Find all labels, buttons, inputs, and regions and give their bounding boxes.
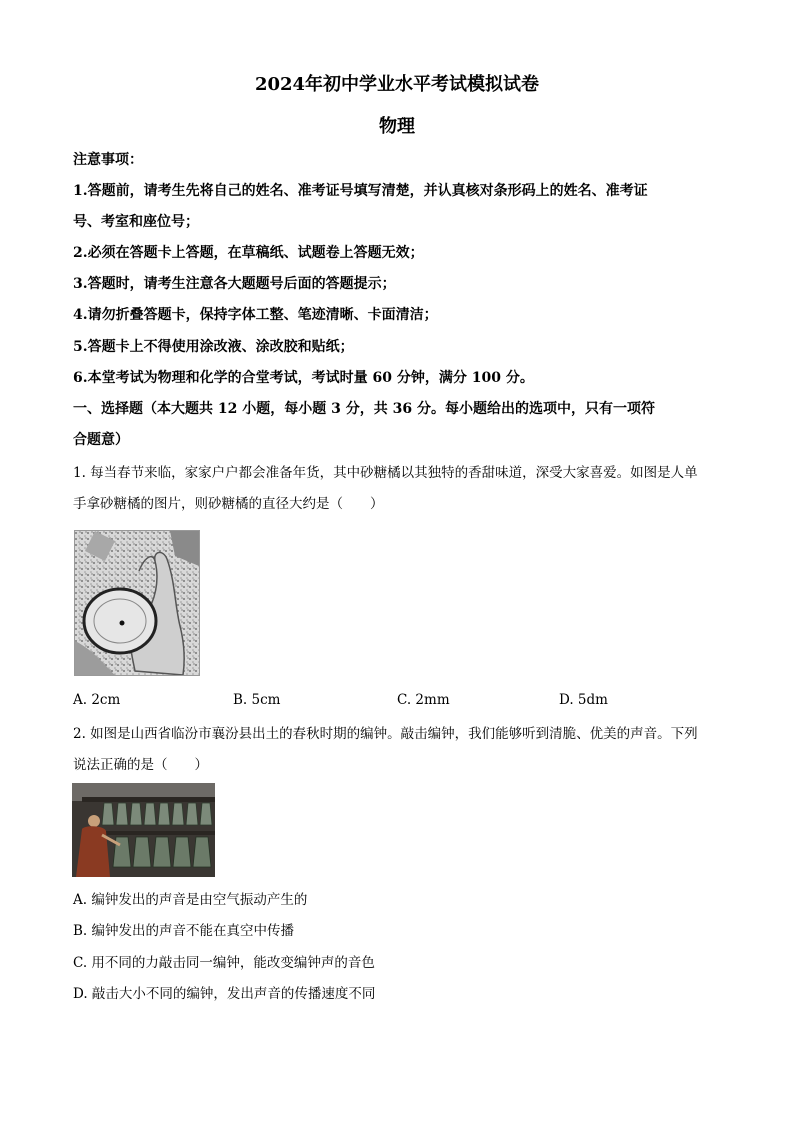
notice-item-3: 3.答题时，请考生注意各大题题号后面的答题提示；: [73, 276, 396, 292]
notice-item-2: 2.必须在答题卡上答题，在草稿纸、试题卷上答题无效；: [73, 245, 424, 261]
q2-bianzhong-bells-photo: [72, 783, 215, 877]
notice-heading: 注意事项：: [73, 152, 143, 168]
notice-item-6: 6.本堂考试为物理和化学的合堂考试，考试时量 60 分钟，满分 100 分。: [73, 370, 534, 386]
notice-item-4: 4.请勿折叠答题卡，保持字体工整、笔迹清晰、卡面清洁；: [73, 307, 438, 323]
q1-stem-cont: 手拿砂糖橘的图片，则砂糖橘的直径大约是（ ）: [73, 496, 384, 512]
q1-stem: 1. 每当春节来临，家家户户都会准备年货，其中砂糖橘以其独特的香甜味道，深受大家喜爱。如图是人单: [73, 465, 698, 481]
section-heading-cont: 合题意）: [73, 432, 129, 448]
q1-orange-hand-photo: [74, 530, 200, 676]
notice-item-5: 5.答题卡上不得使用涂改液、涂改胶和贴纸；: [73, 339, 354, 355]
q1-option-a: A. 2cm: [73, 692, 121, 708]
q1-option-c: C. 2mm: [397, 692, 450, 708]
notice-item-1-cont: 号、考室和座位号；: [73, 214, 199, 230]
q1-option-d: D. 5dm: [559, 692, 608, 708]
exam-title: 2024年初中学业水平考试模拟试卷: [254, 74, 540, 95]
q2-option-c: C. 用不同的力敲击同一编钟，能改变编钟声的音色: [73, 955, 375, 971]
q1-option-b: B. 5cm: [233, 692, 281, 708]
notice-item-1: 1.答题前，请考生先将自己的姓名、准考证号填写清楚，并认真核对条形码上的姓名、准考证: [73, 183, 648, 199]
q2-option-d: D. 敲击大小不同的编钟，发出声音的传播速度不同: [73, 986, 376, 1002]
q2-stem: 2. 如图是山西省临汾市襄汾县出土的春秋时期的编钟。敲击编钟，我们能够听到清脆、优美的声音。下列: [73, 726, 698, 742]
q2-stem-cont: 说法正确的是（ ）: [73, 757, 208, 773]
q2-option-a: A. 编钟发出的声音是由空气振动产生的: [73, 892, 308, 908]
section-heading: 一、选择题（本大题共 12 小题，每小题 3 分，共 36 分。每小题给出的选项中，只有一项符: [73, 401, 655, 417]
q2-option-b: B. 编钟发出的声音不能在真空中传播: [73, 923, 295, 939]
subject-title: 物理: [379, 116, 415, 137]
